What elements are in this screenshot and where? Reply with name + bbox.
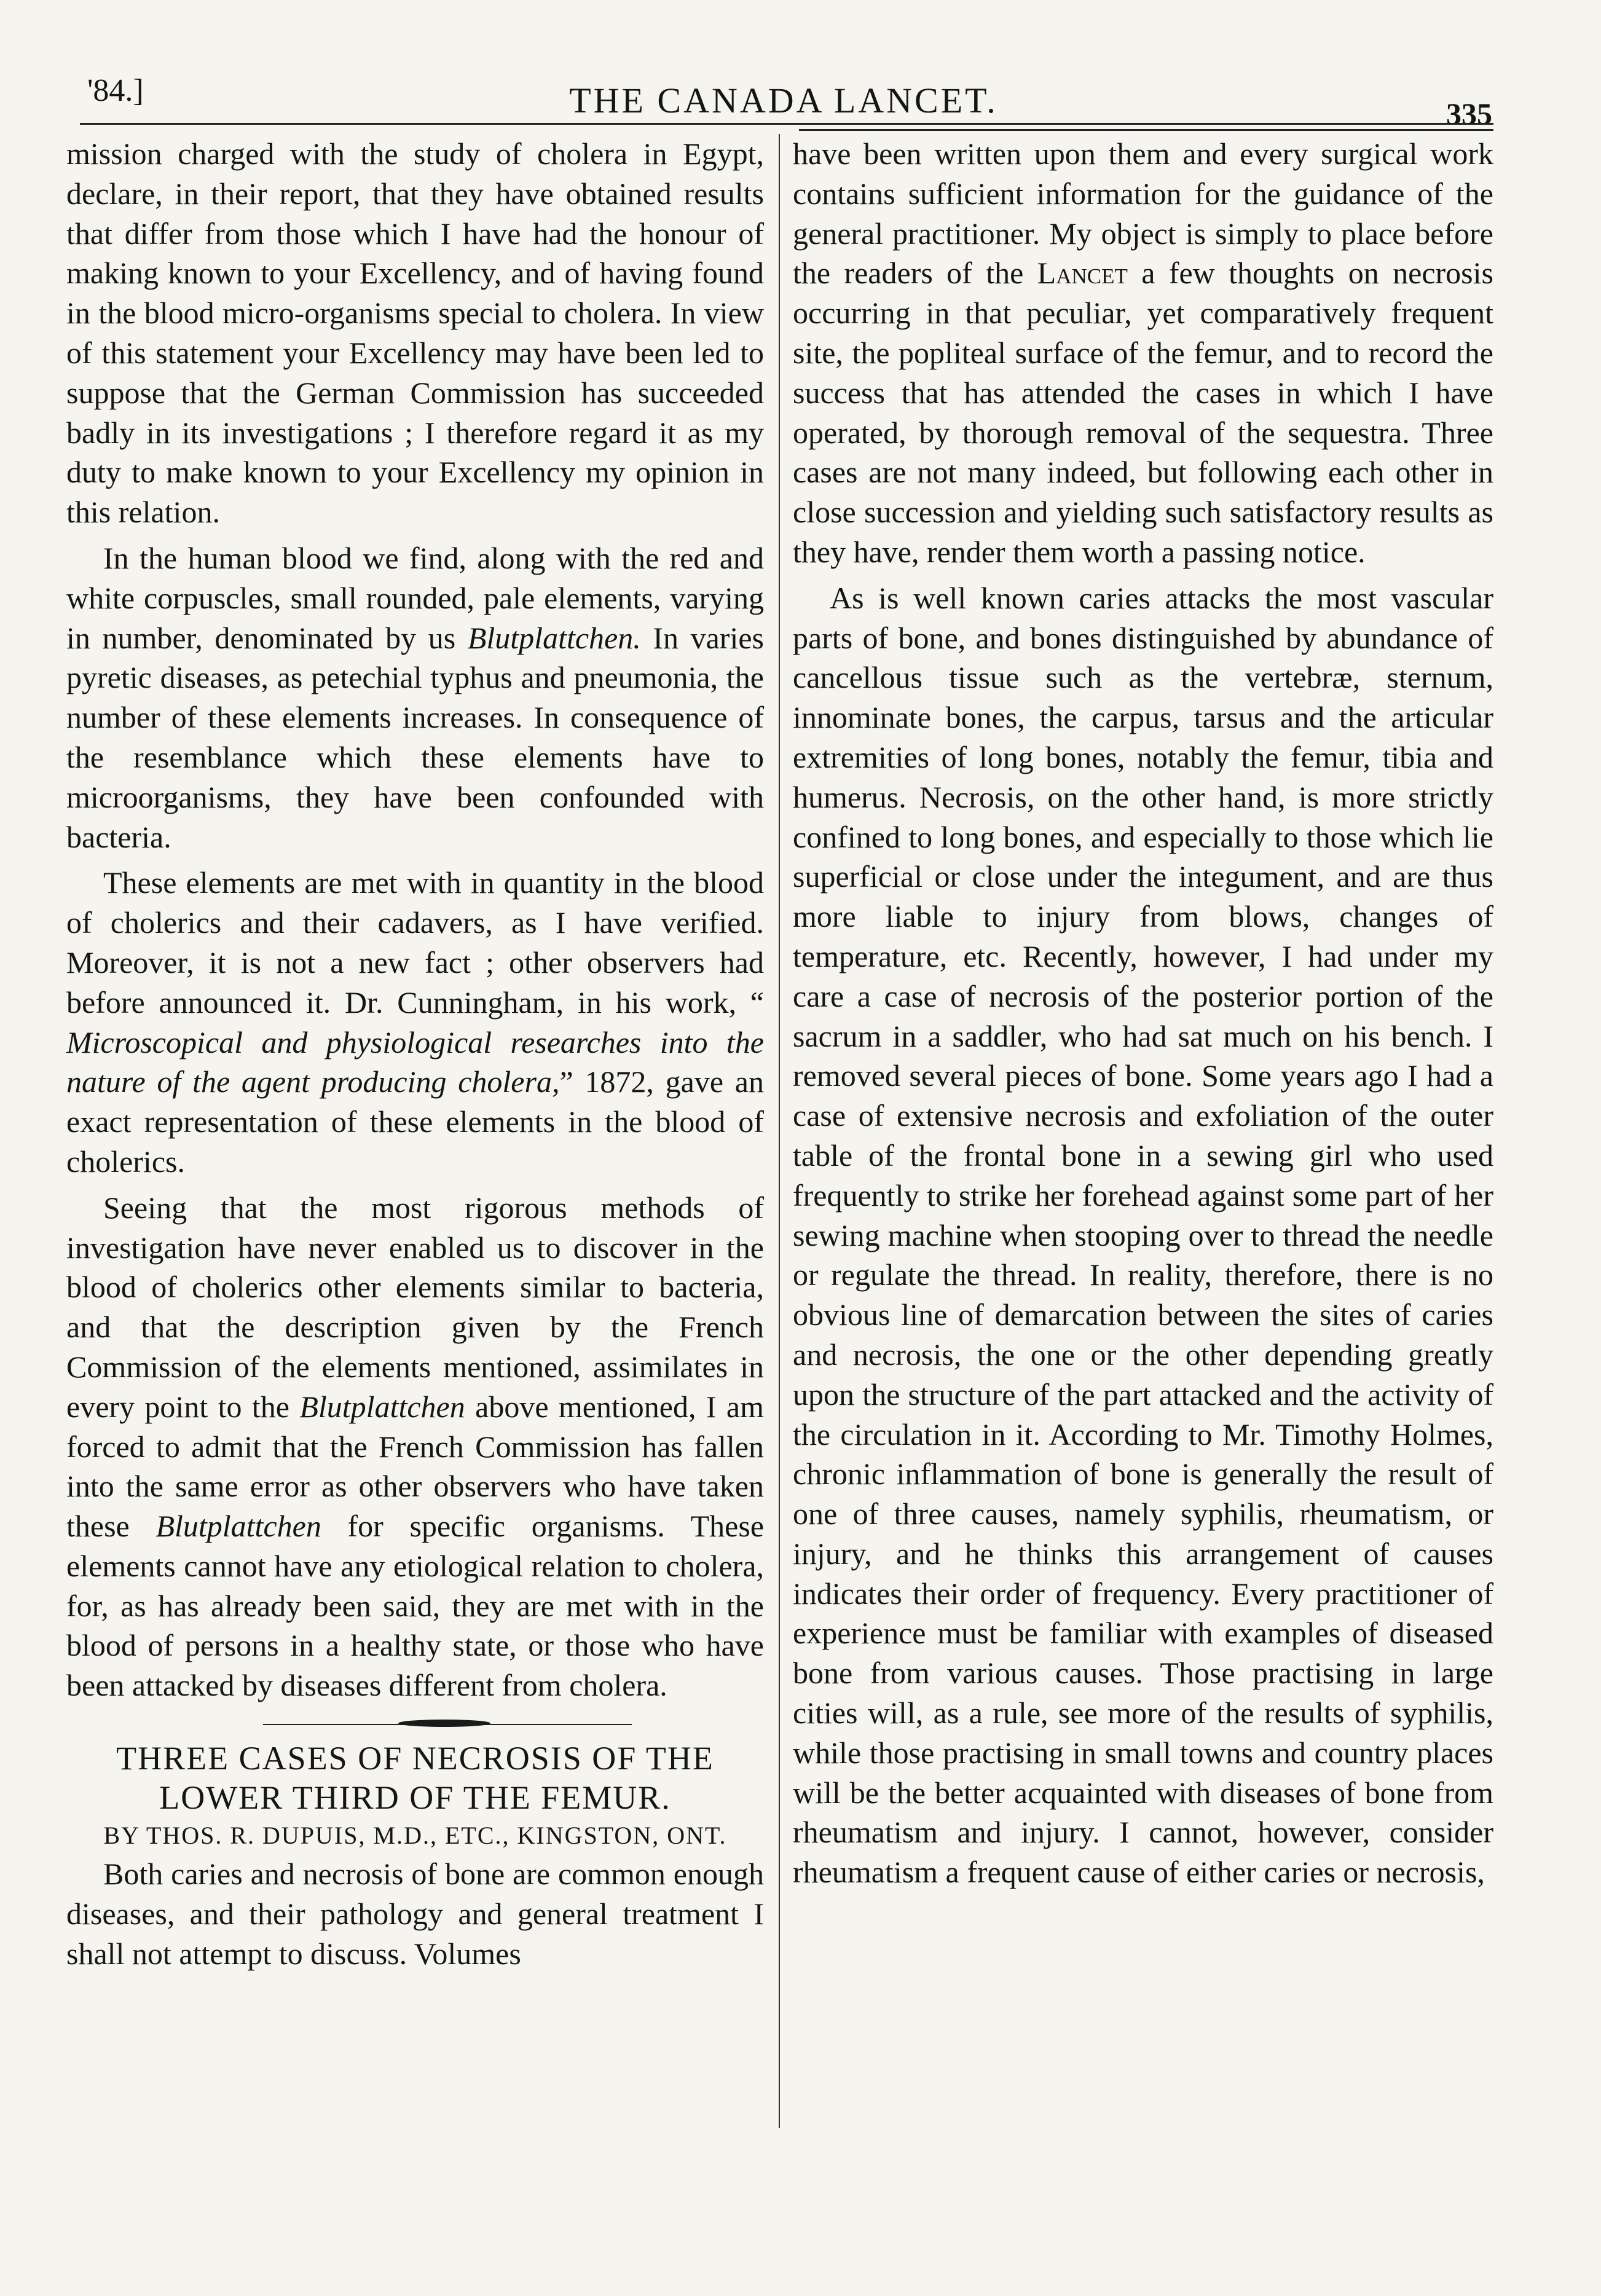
emphasis: Blutplattchen: [299, 1389, 465, 1424]
section-ornament: [66, 1710, 764, 1739]
right-column: [793, 134, 1493, 1892]
emphasis: Microscopical and physiological researches into the nature of the agent producing cholera,: [66, 1024, 764, 1099]
paragraph: have been written upon them and every surgical work contains sufficient information for the guidance of the general practitioner. My object is simply to place before the readers of the Lancet a few thoughts on necrosis occurring in that peculiar, yet comparatively frequent site, the popliteal surface of the femur, and to record the success that has attended the cases in which I have operated, by thorough removal of the sequestra. Three cases are not many indeed, but following each other in close succession and yielding such satisfactory results as they have, render them worth a passing notice.: [793, 136, 1493, 569]
volume-mark: '84.]: [87, 73, 144, 108]
paragraph: In the human blood we find, along with the red and white corpuscles, small rounded, pale elements, varying in number, denominated by us Blutplattchen. In varies pyretic diseases, as petechial typhus and pneumonia, the number of these elements increases. In consequence of the resemblance which these elements have to microorganisms, they have been confounded with bacteria.: [66, 540, 764, 854]
header-rule: [80, 123, 1493, 125]
paragraph: Seeing that the most rigorous methods of investigation have never enabled us to discover in the blood of cholerics other elements similar to bacteria, and that the description given by the French Commission of the elements mentioned, assimilates in every point to the Blutplattchen above mentioned, I am forced to admit that the French Commission has fallen into the same error as other observers who have taken these Blutplattchen for specific organisms. These elements cannot have any etiological relation to cholera, for, as has already been said, they are met with in the blood of persons in a healthy state, or those who have been attacked by diseases different from cholera.: [66, 1190, 765, 1703]
paragraph: Both caries and necrosis of bone are common enough diseases, and their pathology and general treatment I shall not attempt to discuss. Volumes: [66, 1857, 764, 1971]
article-byline: BY THOS. R. DUPUIS, M.D., ETC., KINGSTON, ONT.: [103, 1822, 727, 1850]
paragraph: These elements are met with in quantity in the blood of cholerics and their cadavers, as I have verified. Moreover, it is not a new fact ; other observers had before announced it. Dr. Cunningham, in his work, “ Microscopical and physiological researches into the nature of the agent producing cholera,” 1872, gave an exact representation of these elements in the blood of cholerics.: [66, 865, 764, 1179]
paragraph: As is well known caries attacks the most vascular parts of bone, and bones distinguished by abundance of cancellous tissue such as the vertebræ, sternum, innominate bones, the carpus, tarsus and the articular extremities of long bones, notably the femur, tibia and humerus. Necrosis, on the other hand, is more strictly confined to long bones, and especially to those which lie superficial or close under the integument, and are thus more liable to injury from blows, changes of temperature, etc. Recently, however, I had under my care a case of necrosis of the posterior portion of the sacrum in a saddler, who had sat much on his bench. I removed several pieces of bone. Some years ago I had a case of extensive necrosis and exfoliation of the outer table of the frontal bone in a sewing girl who used frequently to strike her forehead against some part of her sewing machine when stooping over to thread the needle or regulate the thread. In reality, therefore, there is no obvious line of demarcation between the sites of caries and necrosis, the one or the other depending greatly upon the structure of the part attacked and the activity of the circulation in it. According to Mr. Timothy Holmes, chronic inflammation of bone is generally the result of one of three causes, namely syphilis, rheumatism, or injury, and he thinks this arrangement of causes indicates their order of frequency. Every practitioner of experience must be familiar with examples of diseased bone from various causes. Those practising in large cities will, as a rule, see more of the results of syphilis, while those practising in small towns and country places will be the better acquainted with diseases of bone from rheumatism and injury. I cannot, however, consider rheumatism a frequent cause of either caries or necrosis,: [793, 580, 1493, 1890]
emphasis: Blutplattchen.: [467, 620, 641, 655]
page-number: 335: [1446, 96, 1492, 131]
left-column: [66, 134, 764, 1973]
article-title: THREE CASES OF NECROSIS OF THE LOWER THIRD OF THE FEMUR.: [116, 1740, 714, 1817]
journal-title: THE CANADA LANCET.: [569, 81, 998, 120]
emphasis: Blutplattchen: [155, 1509, 321, 1544]
column-divider: [779, 134, 780, 2128]
ornament-bulb: [398, 1720, 490, 1727]
paragraph: mission charged with the study of cholera in Egypt, declare, in their report, that they have obtained results that differ from those which I have had the honour of making known to your Excellency, and of having found in the blood micro-organisms special to cholera. In view of this statement your Excellency may have been led to suppose that the German Commission has succeeded badly in its investigations ; I therefore regard it as my duty to make known to your Excellency my opinion in this relation.: [66, 136, 764, 530]
running-header: [80, 73, 1492, 131]
header-rule-secondary: [799, 129, 1493, 131]
small-caps-text: Lancet: [1037, 256, 1128, 291]
